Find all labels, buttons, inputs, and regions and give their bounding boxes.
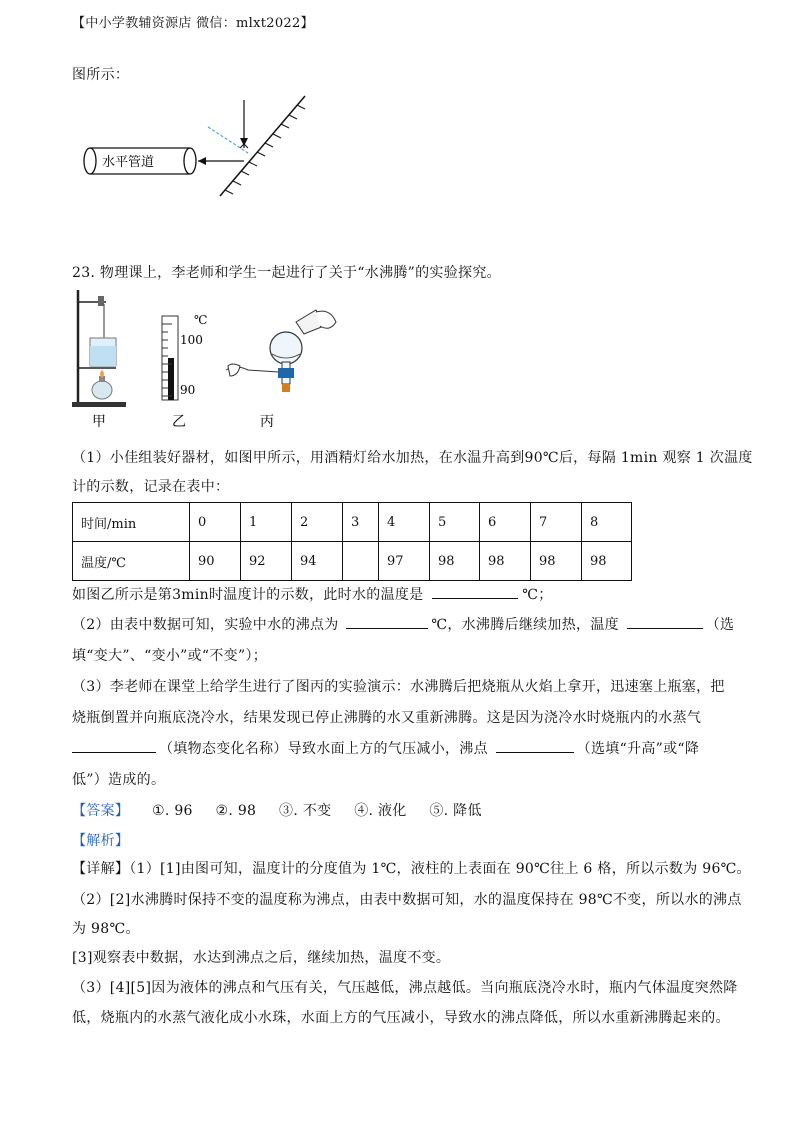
table-cell: 1 — [241, 503, 292, 542]
answer-blank-5 — [496, 738, 574, 753]
answer-item: ③. 不变 — [279, 803, 332, 819]
figure-yi — [162, 313, 207, 430]
detail-line2: （2）[2]水沸腾时保持不变的温度称为沸点，由表中数据可知，水的温度保持在 98℃不变，所以水的沸点 — [72, 892, 742, 908]
answer-item: ④. 液化 — [354, 803, 407, 819]
answer-blank-2 — [346, 614, 428, 629]
pipe-left-end — [84, 148, 96, 174]
table-cell: 98 — [531, 542, 582, 581]
table-header-temp: 温度/℃ — [73, 542, 190, 581]
part1-line1: （1）小佳组装好器材，如图甲所示，用酒精灯给水加热，在水温升高到90℃后，每隔 1min 观察 1 次温度 — [72, 450, 753, 466]
temperature-table — [72, 502, 632, 581]
answer-label: 【答案】 — [72, 803, 130, 819]
page-header: 【中小学教辅资源店 微信：mlxt2022】 — [72, 16, 314, 31]
answer-item: ②. 98 — [215, 803, 257, 819]
mirror-line — [220, 96, 305, 196]
part2-line2: 填“变大”、“变小”或“不变”）； — [72, 648, 268, 664]
analysis-label: 【解析】 — [72, 833, 130, 849]
part1-line2: 计的示数，记录在表中： — [72, 479, 230, 495]
table-cell: 6 — [480, 503, 531, 542]
reflected-arrow-icon — [198, 157, 206, 165]
answer-blank-3 — [627, 614, 703, 629]
part3-text-b: （选填“升高”或“降 — [576, 741, 700, 757]
answer-line — [72, 800, 482, 820]
q23-title: 23. 物理课上，李老师和学生一起进行了关于“水沸腾”的实验探究。 — [72, 265, 501, 281]
pipe-right-end — [184, 148, 196, 174]
label-yi: 乙 — [172, 414, 186, 430]
after-table-text: 如图乙所示是第3min时温度计的示数，此时水的温度是 — [72, 587, 424, 603]
figure-bing — [226, 310, 336, 430]
table-cell: 7 — [531, 503, 582, 542]
answer-blank-1 — [432, 584, 518, 599]
table-row — [73, 503, 632, 542]
part3-line4: 低”）造成的。 — [72, 772, 166, 788]
part2-text-b: ℃，水沸腾后继续加热，温度 — [431, 617, 619, 633]
table-header-time: 时间/min — [73, 503, 190, 542]
table-cell: 92 — [241, 542, 292, 581]
pipe-mirror-diagram — [70, 90, 330, 210]
table-cell: 4 — [379, 503, 430, 542]
mirror-hatching — [225, 105, 305, 194]
part2-text-a: （2）由表中数据可知，实验中水的沸点为 — [72, 617, 339, 633]
detail-line4: [3]观察表中数据，水达到沸点之后，继续加热，温度不变。 — [72, 950, 451, 966]
part2-line1 — [72, 614, 734, 634]
answer-item: ⑤. 降低 — [429, 803, 482, 819]
table-cell: 98 — [480, 542, 531, 581]
figure-jia — [72, 290, 126, 430]
table-cell: 3 — [343, 503, 379, 542]
table-cell: 90 — [190, 542, 241, 581]
part3-line1: （3）李老师在课堂上给学生进行了图丙的实验演示：水沸腾后把烧瓶从火焰上拿开，迅速塞上瓶塞，把 — [72, 679, 725, 695]
table-cell: 5 — [430, 503, 480, 542]
label-jia: 甲 — [92, 414, 106, 430]
table-cell: 0 — [190, 503, 241, 542]
part3-line2: 烧瓶倒置并向瓶底浇冷水，结果发现已停止沸腾的水又重新沸腾。这是因为浇冷水时烧瓶内的水蒸气 — [72, 710, 702, 726]
table-row — [73, 542, 632, 581]
label-bing: 丙 — [260, 414, 274, 430]
part3-line3 — [72, 738, 699, 758]
detail-line3: 为 98℃。 — [72, 921, 140, 937]
thermo-90: 90 — [180, 383, 196, 397]
detail-line6: 低，烧瓶内的水蒸气液化成小水珠，水面上方的气压减小，导致水的沸点降低，所以水重新沸腾起来的。 — [72, 1010, 730, 1026]
detail-line5: （3）[4][5]因为液体的沸点和气压有关，气压越低，沸点越低。当向瓶底浇冷水时，瓶内气体温度突然降 — [72, 980, 738, 996]
after-table-unit: ℃； — [522, 587, 553, 603]
pipe-label: 水平管道 — [102, 155, 155, 170]
answer-blank-4 — [72, 738, 156, 753]
thermo-unit: ℃ — [194, 313, 208, 327]
after-table-line — [72, 584, 553, 604]
answer-item: ①. 96 — [151, 803, 193, 819]
part2-text-c: （选 — [705, 617, 735, 633]
table-cell: 94 — [292, 542, 343, 581]
table-cell — [343, 542, 379, 581]
table-cell: 98 — [582, 542, 632, 581]
table-cell: 8 — [582, 503, 632, 542]
table-cell: 97 — [379, 542, 430, 581]
thermo-100: 100 — [180, 333, 203, 347]
incident-arrow-icon — [240, 138, 248, 146]
apparatus-figure — [68, 286, 358, 434]
table-cell: 98 — [430, 542, 480, 581]
table-cell: 2 — [292, 503, 343, 542]
detail-line1: 【详解】（1）[1]由图可知，温度计的分度值为 1℃，液柱的上表面在 90℃往上 6 格，所以示数为 96℃。 — [72, 861, 751, 877]
part3-text-a: （填物态变化名称）导致水面上方的气压减小，沸点 — [159, 741, 488, 757]
figure-intro: 图所示： — [72, 67, 130, 83]
